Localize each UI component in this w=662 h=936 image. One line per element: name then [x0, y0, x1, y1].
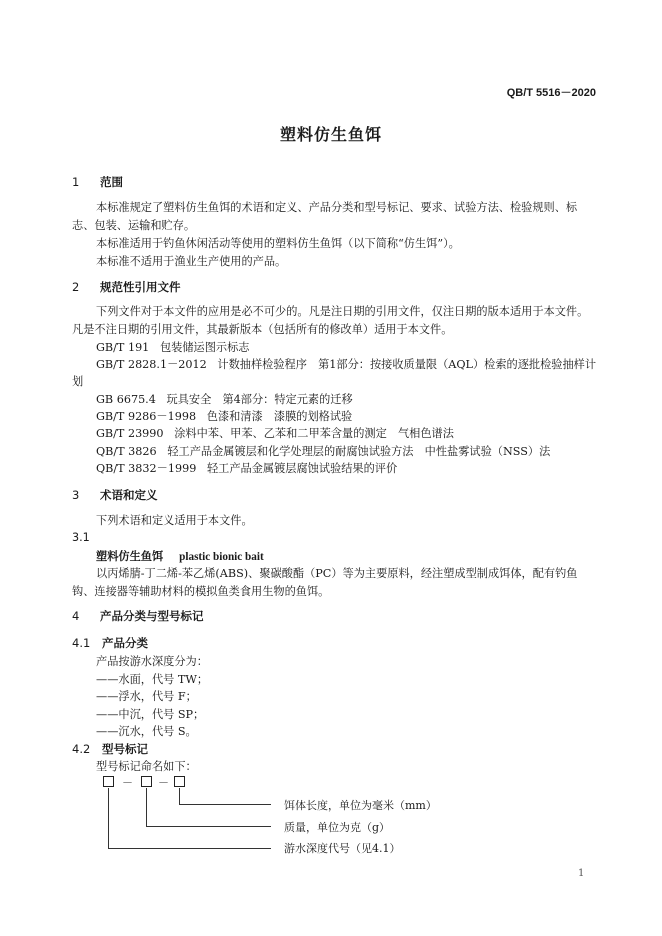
section-number: 2 [72, 280, 80, 294]
subsection-title: 产品分类 [102, 636, 148, 650]
term-english: plastic bionic bait [179, 551, 264, 563]
term-chinese: 塑料仿生鱼饵 [96, 550, 164, 563]
section-title: 范围 [100, 175, 123, 189]
paragraph: 型号标记命名如下： [96, 760, 197, 773]
term-entry [96, 548, 264, 564]
separator-dash: － [158, 776, 169, 789]
leader-line [108, 788, 109, 848]
depth-code-box [103, 776, 114, 787]
leader-line [179, 804, 271, 805]
leader-line [108, 848, 271, 849]
section-number: 4 [72, 609, 80, 623]
reference-code: GB 6675.4 [96, 393, 156, 406]
reference-title: 计数抽样检验程序 第1部分：按接收质量限（AQL）检索的逐批检验抽样计 [217, 358, 597, 371]
subsection-title: 型号标记 [102, 742, 148, 756]
paragraph: 下列术语和定义适用于本文件。 [96, 514, 253, 527]
reference-title: 玩具安全 第4部分：特定元素的迁移 [166, 393, 353, 406]
section-number: 3 [72, 488, 80, 502]
leader-line [179, 788, 180, 804]
section-heading-scope [72, 174, 123, 190]
subsection-heading [72, 741, 148, 757]
reference-title: 涂料中苯、甲苯、乙苯和二甲苯含量的测定 气相色谱法 [174, 427, 454, 440]
reference-title: 轻工产品金属镀层和化学处理层的耐腐蚀试验方法 中性盐雾试验（NSS）法 [167, 445, 551, 458]
subsection-number: 4.2 [72, 742, 91, 756]
reference-code: GB/T 191 [96, 341, 150, 354]
reference-code: GB/T 9286－1998 [96, 410, 197, 423]
reference-code: GB/T 2828.1－2012 [96, 358, 207, 371]
reference-continuation: 划 [72, 375, 84, 388]
paragraph: 本标准规定了塑料仿生鱼饵的术语和定义、产品分类和型号标记、要求、试验方法、检验规则、标 [96, 201, 578, 214]
paragraph: 本标准不适用于渔业生产使用的产品。 [96, 255, 287, 268]
definition: 钩、连接器等辅助材料的模拟鱼类食用生物的鱼饵。 [72, 585, 330, 598]
reference-item [96, 425, 454, 441]
reference-code: QB/T 3826 [96, 445, 157, 458]
separator-dash: － [122, 776, 133, 789]
section-title: 产品分类与型号标记 [100, 609, 204, 623]
section-title: 术语和定义 [100, 488, 158, 502]
label-bait-length: 饵体长度，单位为毫米（mm） [284, 799, 437, 812]
reference-item [96, 443, 550, 459]
model-designation-diagram [0, 776, 662, 856]
page-title: 塑料仿生鱼饵 [279, 125, 382, 144]
subsection-number: 4.1 [72, 636, 91, 650]
reference-item [96, 339, 250, 355]
list-item: ——浮水，代号 F； [96, 690, 197, 703]
paragraph: 产品按游水深度分为： [96, 655, 208, 668]
reference-item [96, 356, 596, 372]
reference-item [96, 391, 353, 407]
page-number: 1 [578, 868, 585, 879]
section-number: 1 [72, 175, 80, 189]
reference-code: QB/T 3832－1999 [96, 462, 197, 475]
list-item: ——中沉，代号 SP； [96, 708, 205, 721]
list-item: ——沉水，代号 S。 [96, 725, 197, 738]
mass-box [141, 776, 152, 787]
reference-title: 色漆和清漆 漆膜的划格试验 [206, 410, 353, 423]
reference-title: 轻工产品金属镀层腐蚀试验结果的评价 [206, 462, 398, 475]
section-heading-terms [72, 487, 158, 503]
paragraph: 本标准适用于钓鱼休闲活动等使用的塑料仿生鱼饵（以下简称“仿生饵”）。 [96, 237, 460, 250]
label-depth-code: 游水深度代号（见4.1） [284, 842, 401, 855]
leader-line [146, 826, 271, 827]
definition: 以丙烯腈-丁二烯-苯乙烯(ABS)、聚碳酸酯（PC）等为主要原料，经注塑成型制成饵体，配有钓鱼 [96, 567, 578, 580]
section-heading-references [72, 279, 181, 295]
reference-item [96, 408, 352, 424]
leader-line [146, 788, 147, 826]
standard-code: QB/T 5516－2020 [506, 87, 596, 99]
section-heading-classification [72, 608, 204, 624]
paragraph: 凡是不注日期的引用文件，其最新版本（包括所有的修改单）适用于本文件。 [72, 323, 453, 336]
list-item: ——水面，代号 TW； [96, 673, 209, 686]
reference-item [96, 460, 397, 476]
paragraph: 志、包装、运输和贮存。 [72, 219, 196, 232]
section-title: 规范性引用文件 [100, 280, 181, 294]
reference-code: GB/T 23990 [96, 427, 164, 440]
length-box [174, 776, 185, 787]
paragraph: 下列文件对于本文件的应用是必不可少的。凡是注日期的引用文件，仅注日期的版本适用于本文件。 [96, 305, 589, 318]
label-mass: 质量，单位为克（g） [284, 821, 391, 834]
reference-title: 包装储运图示标志 [159, 341, 250, 354]
subsection-heading [72, 635, 148, 651]
clause-number: 3.1 [72, 531, 90, 544]
